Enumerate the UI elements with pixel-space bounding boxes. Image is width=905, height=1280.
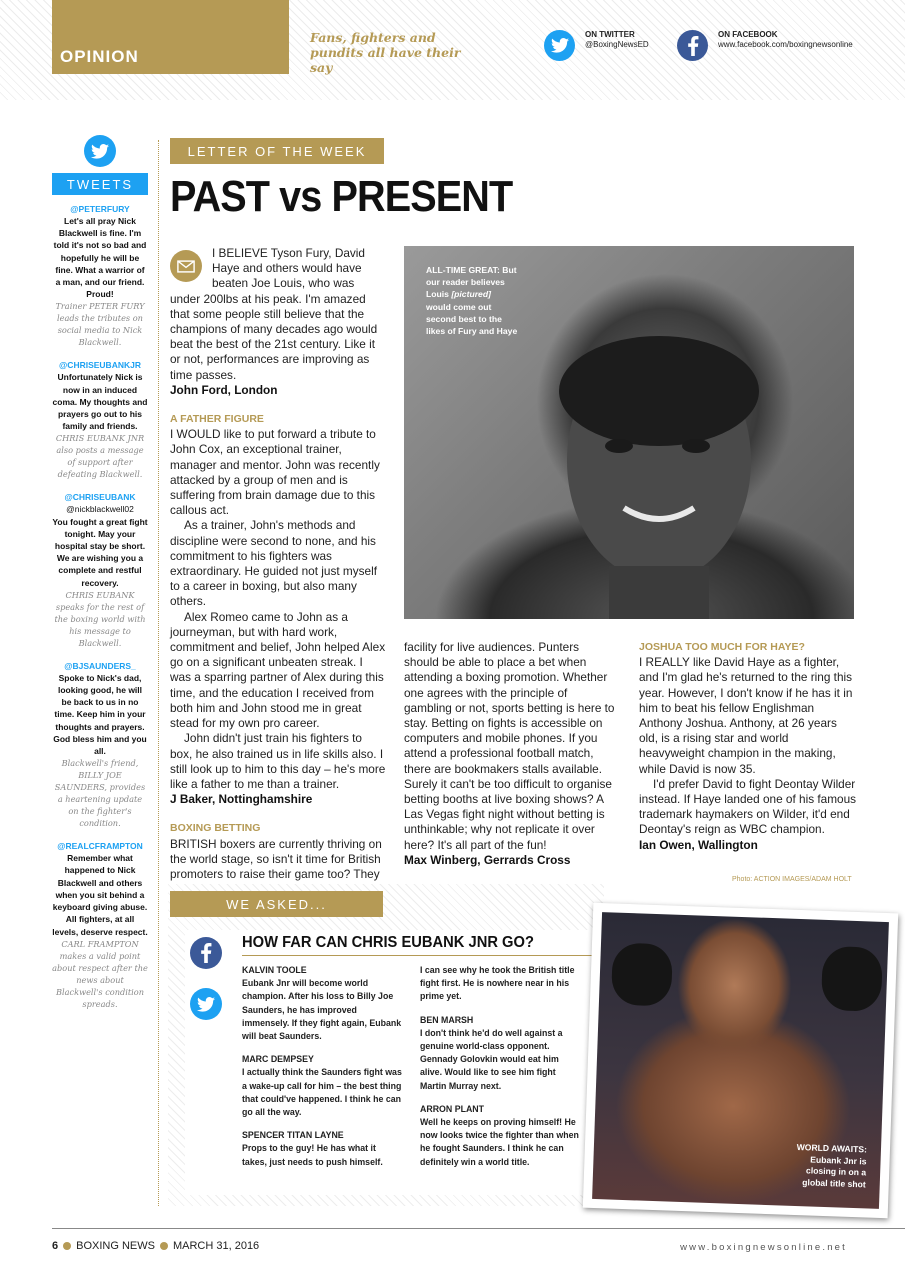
answer-text: Well he keeps on proving himself! He now looks twice the fighter than when he fought Saunders. I think he can definitely win a world title. [420, 1117, 579, 1167]
tweets-heading: TWEETS [52, 173, 148, 195]
letter-body: I BELIEVE Tyson Fury, David Haye and others would have beaten Joe Louis, who was under 200lbs at his peak. I'm amazed that some people still believe that the champions of many decades ago would beat the best of the 21st century. Like it or not, performances are improving as time passes. [170, 246, 378, 382]
answer-text: Eubank Jnr will become world champion. After his loss to Billy Joe Saunders, he has improved immensely. If they fight again, Eubank will beat Saunders. [242, 978, 402, 1042]
caption-text: would come out second best to the likes of Fury and Haye [426, 301, 518, 337]
twitter-bird-icon [190, 988, 222, 1020]
tweet-item [52, 661, 148, 829]
tweet-body: You fought a great fight tonight. May your hospital stay be short. We are wishing you a complete and restful recovery. [52, 516, 148, 588]
caption-lead: ALL-TIME GREAT: [426, 265, 500, 275]
tweet-item [52, 841, 148, 1009]
answers-column-1 [242, 964, 402, 1169]
photo-caption [782, 1142, 868, 1191]
letter-heading: A FATHER FIGURE [170, 413, 264, 426]
joe-louis-photo [404, 246, 854, 619]
facebook-url[interactable]: www.facebook.com/boxingnewsonline [718, 40, 853, 49]
letter-paragraph: Alex Romeo came to John as a journeyman, but with hard work, commitment and belief, John helped Alex go on a significant unbeaten streak. I was a sparring partner of Alex during this time, and the education I received from both him and John stood me in great stead for my own pro career. [170, 609, 386, 731]
photo-credit: Photo: ACTION IMAGES/ADAM HOLT [732, 876, 852, 883]
footer-dot [63, 1242, 71, 1250]
letters-column-3 [639, 640, 857, 853]
caption-text: Eubank Jnr is closing in on a global title shot [802, 1153, 867, 1189]
tweets-sidebar [52, 135, 148, 1010]
tweet-body: Let's all pray Nick Blackwell is fine. I'm told it's not so bad and hopefully he will be fine. What a warrior of a man, and our friend. Proud! [53, 216, 147, 300]
tweet-body: Spoke to Nick's dad, looking good, he will be back to us in no time. Keep him in your thoughts and prayers. God bless him and you all. [53, 672, 147, 757]
answer-name: BEN MARSH [420, 1014, 474, 1025]
tweet-body: Remember what happened to Nick Blackwell and others when you sit behind a keyboard giving abuse. All fighters, at all levels, deserve respect. [52, 853, 148, 937]
answers-column-2 [420, 964, 580, 1169]
boxing-glove-illustration [821, 946, 883, 1012]
letter-paragraph: BRITISH boxers are currently thriving on the world stage, so isn't it time for British promoters to raise their game too? They [170, 836, 382, 881]
tweet-item [52, 204, 148, 348]
tweet-caption: CHRIS EUBANK JNR also posts a message of support after defeating Blackwell. [55, 433, 145, 480]
we-asked-question: HOW FAR CAN CHRIS EUBANK JNR GO? [242, 934, 534, 951]
twitter-handle[interactable]: @BoxingNewsED [585, 40, 649, 49]
letter-signature: Max Winberg, Gerrards Cross [404, 852, 571, 867]
tweet-caption: CARL FRAMPTON makes a valid point about respect after the news about Blackwell's condition spreads. [52, 938, 148, 1009]
issue-date: MARCH 31, 2016 [172, 1240, 260, 1252]
tweet-caption: CHRIS EUBANK speaks for the rest of the boxing world with his message to Blackwell. [54, 589, 146, 648]
footer-rule [52, 1228, 905, 1229]
boxing-glove-illustration [611, 942, 673, 1006]
answer-name: KALVIN TOOLE [242, 965, 307, 975]
tweet-body: Unfortunately Nick is now in an induced coma. My thoughts and prayers go out to his family and friends. [52, 372, 148, 432]
answer-text: Props to the guy! He has what it takes, just needs to push himself. [242, 1143, 383, 1167]
facebook-label: ON FACEBOOK [718, 30, 778, 39]
photo-image [592, 912, 889, 1209]
tweet-handle[interactable]: @CHRISEUBANKJR [59, 360, 141, 371]
answer-text: I can see why he took the British title fight first. He is nowhere near in his prime yet. [420, 965, 575, 1002]
section-tagline: Fans, fighters and pundits all have their say [310, 30, 461, 75]
answer-text: I don't think he'd do well against a genuine world-class opponent. Gennady Golovkin would eat him alive. Would like to see him fight Martin Murray next. [420, 1027, 563, 1091]
twitter-bird-icon [84, 135, 116, 167]
we-asked-rule [242, 955, 594, 956]
tweet-caption: Trainer PETER FURY leads the tributes on social media to Nick Blackwell. [55, 301, 145, 348]
caption-pictured: [pictured] [451, 289, 491, 300]
twitter-bird-icon [544, 30, 575, 61]
letter-paragraph: I WOULD like to put forward a tribute to John Cox, an exceptional trainer, manager and mentor. John was recently attacked by a group of men and is suffering from brain damage due to this callous act. [170, 427, 380, 518]
section-label: OPINION [60, 47, 139, 66]
tweet-mention[interactable]: @nickblackwell02 [66, 504, 134, 515]
facebook-f-icon [677, 30, 708, 61]
tweet-handle[interactable]: @CHRISEUBANK [64, 492, 136, 503]
answer-name: ARRON PLANT [420, 1103, 485, 1114]
letter-paragraph: facility for live audiences. Punters should be able to place a bet when attending a boxing promotion. Whether one agrees with the principle of gambling or not, sports betting is here to stay. Betting on fights is accessible on computers and mobile phones. If you attend a professional football match, there are bookmakers stalls available. Surely it can't be too difficult to organise betting booths at live boxing shows? A Las Vegas fight night without betting is unthinkable; why not replicate it over here? It's all part of the fun! [404, 640, 615, 852]
tweet-caption: Blackwell's friend, BILLY JOE SAUNDERS, provides a heartening update on the fighter's condition. [54, 758, 146, 829]
sidebar-divider [158, 140, 159, 1206]
publication-name: BOXING NEWS [76, 1240, 155, 1252]
letter-paragraph: As a trainer, John's methods and discipline were second to none, and his commitment to his fighters was extraordinary. He guided not just myself to a career in boxing, but also many others. [170, 518, 377, 609]
caption-text: But our reader believes Louis [426, 265, 517, 300]
envelope-icon [170, 250, 202, 282]
letters-column-1 [170, 246, 386, 897]
website-url[interactable]: www.boxingnewsonline.net [680, 1242, 847, 1253]
eubank-jnr-photo [583, 903, 898, 1218]
answer-name: SPENCER TITAN LAYNE [242, 1130, 344, 1141]
letters-column-2 [404, 640, 616, 868]
page-number: 6 [52, 1240, 59, 1252]
twitter-promo[interactable] [544, 30, 649, 61]
answer-name: MARC DEMPSEY [242, 1054, 314, 1065]
page-headline: PAST vs PRESENT [170, 172, 513, 221]
we-asked-kicker: WE ASKED... [170, 891, 383, 917]
letter-signature: John Ford, London [170, 382, 278, 397]
letter-of-week-kicker: LETTER OF THE WEEK [170, 138, 384, 164]
section-tab [52, 0, 289, 74]
letter-paragraph: I REALLY like David Haye as a fighter, and I'm glad he's returned to the ring this year. However, I don't know if he has it in him to beat his fellow Englishman Anthony Joshua. Anthony, at 26 years old, is a rising star and world heavyweight champion in the making, while David is now 35. [639, 655, 853, 776]
page-footer [52, 1240, 259, 1252]
twitter-label: ON TWITTER [585, 30, 635, 39]
tweet-handle[interactable]: @BJSAUNDERS_ [64, 660, 136, 671]
tweet-item [52, 492, 148, 648]
letter-paragraph: I'd prefer David to fight Deontay Wilder instead. If Haye landed one of his famous trademark haymakers on Wilder, it'd end Deontay's reign as WBC champion. [639, 776, 857, 837]
answer-text: I actually think the Saunders fight was a wake-up call for him – the best thing that could've happened. I think he can go all the way. [242, 1067, 402, 1118]
tweet-handle[interactable]: @PETERFURY [70, 204, 130, 214]
letter-heading: JOSHUA TOO MUCH FOR HAYE? [639, 641, 805, 653]
footer-dot [160, 1242, 168, 1250]
photo-caption [426, 264, 518, 337]
tweet-handle[interactable]: @REALCFRAMPTON [57, 841, 143, 852]
letter-paragraph: John didn't just train his fighters to box, he also trained us in life skills also. I still look up to him to this day – he's more like a father to me than a trainer. [170, 731, 386, 791]
letter-signature: J Baker, Nottinghamshire [170, 792, 313, 807]
tweet-item [52, 360, 148, 480]
facebook-promo[interactable] [677, 30, 853, 61]
letter-signature: Ian Owen, Wallington [639, 837, 758, 852]
caption-lead: WORLD AWAITS: [796, 1142, 868, 1155]
facebook-f-icon [190, 937, 222, 969]
letter-heading: BOXING BETTING [170, 822, 261, 835]
